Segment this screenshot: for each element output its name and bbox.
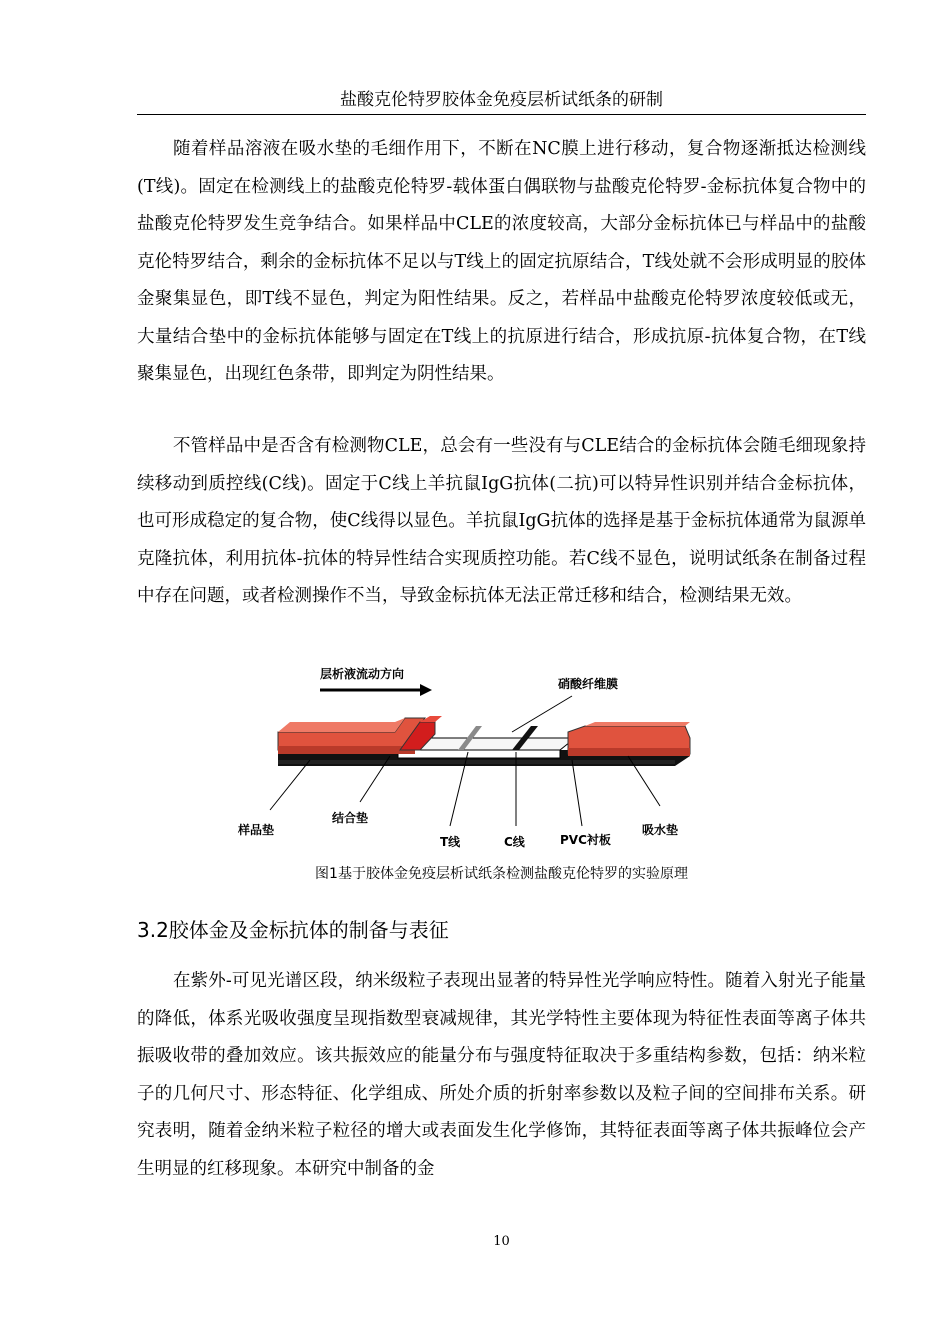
absorbent-pad-label: 吸水垫 xyxy=(642,823,679,837)
pvc-leader xyxy=(572,760,582,826)
nc-membrane-label: 硝酸纤维膜 xyxy=(558,677,619,691)
test-strip-figure xyxy=(220,660,740,860)
running-header: 盐酸克伦特罗胶体金免疫层析试纸条的研制 xyxy=(340,90,663,110)
c-line-label: C线 xyxy=(504,835,525,849)
figure-caption: 图1基于胶体金免疫层析试纸条检测盐酸克伦特罗的实验原理 xyxy=(315,866,688,882)
paragraph-3: 在紫外-可见光谱区段，纳米级粒子表现出显著的特异性光学响应特性。随着入射光子能量的降低，体系光吸收强度呈现指数型衰减规律，其光学特性主要体现为特征性表面等离子体共振吸收带的叠加效应。该共振效应的能量分布与强度特征取决于多重结构参数，包括：纳米粒子的几何尺寸、形态特征、化学组成、所处介质的折射率参数以及粒子间的空间排布关系。研究表明，随着金纳米粒子粒径的增大或表面发生化学修饰，其特征表面等离子体共振峰位会产生明显的红移现象。本研究中制备的金 xyxy=(137,971,866,1179)
flow-arrow-head-icon xyxy=(420,684,432,696)
pvc-backing-label: PVC衬板 xyxy=(560,833,611,847)
page-number: 10 xyxy=(493,1234,510,1249)
conjugate-pad-label: 结合垫 xyxy=(332,811,369,825)
t-line-label: T线 xyxy=(440,835,461,849)
test-strip-diagram xyxy=(220,660,740,860)
nc-membrane-leader xyxy=(512,696,572,732)
flow-direction-label: 层析液流动方向 xyxy=(320,667,405,681)
sample-pad-leader xyxy=(270,760,310,810)
paragraph-1: 随着样品溶液在吸水垫的毛细作用下，不断在NC膜上进行移动，复合物逐渐抵达检测线(T线)。固定在检测线上的盐酸克伦特罗-载体蛋白偶联物与盐酸克伦特罗-金标抗体复合物中的盐酸克伦特罗发生竞争结合。如果样品中CLE的浓度较高，大部分金标抗体已与样品中的盐酸克伦特罗结合，剩余的金标抗体不足以与T线上的固定抗原结合，T线处就不会形成明显的胶体金聚集显色，即T线不显色，判定为阳性结果。反之，若样品中盐酸克伦特罗浓度较低或无，大量结合垫中的金标抗体能够与固定在T线上的抗原进行结合，形成抗原-抗体复合物，在T线聚集显色，出现红色条带，即判定为阴性结果。 xyxy=(137,139,866,384)
nc-membrane-side xyxy=(398,750,560,758)
sample-pad-label: 样品垫 xyxy=(238,823,275,837)
section-heading: 3.2胶体金及金标抗体的制备与表征 xyxy=(137,918,449,942)
paragraph-2: 不管样品中是否含有检测物CLE，总会有一些没有与CLE结合的金标抗体会随毛细现象持续移动到质控线(C线)。固定于C线上羊抗鼠IgG抗体(二抗)可以特异性识别并结合金标抗体，也可形成稳定的复合物，使C线得以显色。羊抗鼠IgG抗体的选择是基于金标抗体通常为鼠源单克隆抗体，利用抗体-抗体的特异性结合实现质控功能。若C线不显色，说明试纸条在制备过程中存在问题，或者检测操作不当，导致金标抗体无法正常迁移和结合，检测结果无效。 xyxy=(137,436,866,606)
header-rule xyxy=(137,114,866,115)
